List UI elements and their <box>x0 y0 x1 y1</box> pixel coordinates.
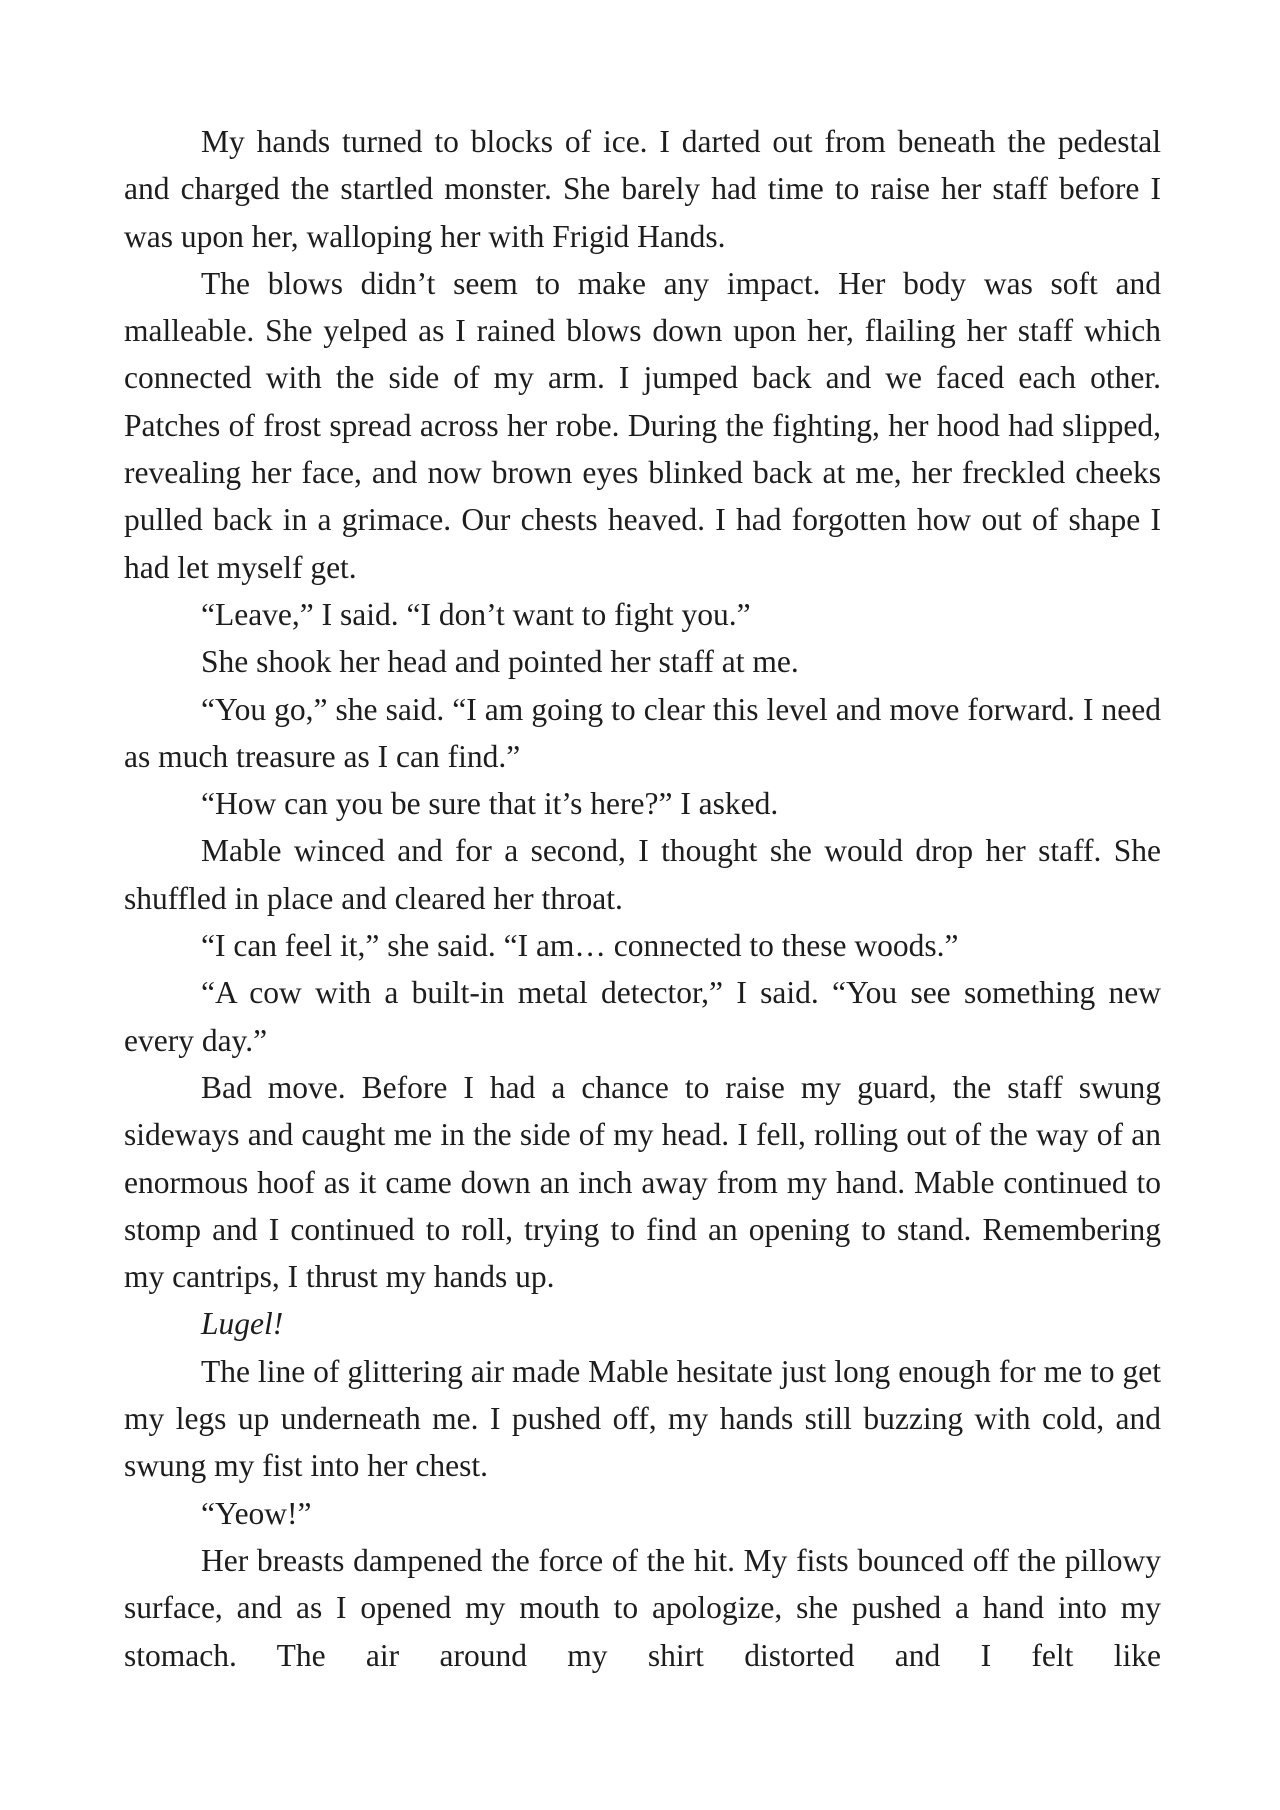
dialogue-paragraph: “How can you be sure that it’s here?” I asked. <box>201 786 779 822</box>
paragraph: The blows didn’t seem to make any impact. Her body was soft and malleable. She yelped as I rained blows down upon her, flailing her staff which connected with the side of my arm. I jumped back and we faced each other. Patches of frost spread across her robe. During the fighting, her hood had slipped, revealing her face, and now brown eyes blinked back at me, her freckled cheeks pulled back in a grimace. Our chests heaved. I had forgotten how out of shape I had let myself get. <box>124 265 1161 585</box>
book-page <box>124 118 1161 1679</box>
dialogue-paragraph: “I can feel it,” she said. “I am… connected to these woods.” <box>201 928 959 964</box>
dialogue-paragraph: “Yeow!” <box>201 1495 312 1531</box>
paragraph: Bad move. Before I had a chance to raise my guard, the staff swung sideways and caught me in the side of my head. I fell, rolling out of the way of an enormous hoof as it came down an inch away from my hand. Mable continued to stomp and I continued to roll, trying to find an opening to stand. Remembering my cantrips, I thrust my hands up. <box>124 1069 1161 1295</box>
dialogue-paragraph: “Leave,” I said. “I don’t want to fight you.” <box>201 596 751 632</box>
spell-incantation: Lugel! <box>201 1306 284 1342</box>
paragraph: Mable winced and for a second, I thought she would drop her staff. She shuffled in place and cleared her throat. <box>124 833 1161 916</box>
dialogue-paragraph: “You go,” she said. “I am going to clear this level and move forward. I need as much treasure as I can find.” <box>124 691 1161 774</box>
paragraph: The line of glittering air made Mable hesitate just long enough for me to get my legs up underneath me. I pushed off, my hands still buzzing with cold, and swung my fist into her chest. <box>124 1353 1161 1484</box>
paragraph: She shook her head and pointed her staff at me. <box>201 644 799 680</box>
paragraph: My hands turned to blocks of ice. I darted out from beneath the pedestal and charged the startled monster. She barely had time to raise her staff before I was upon her, walloping her with Frigid Hands. <box>124 124 1161 254</box>
paragraph-continued: Her breasts dampened the force of the hit. My fists bounced off the pillowy surface, and as I opened my mouth to apologize, she pushed a hand into my stomach. The air around my shirt distorted and I felt like <box>124 1542 1161 1673</box>
dialogue-paragraph: “A cow with a built-in metal detector,” I said. “You see something new every day.” <box>124 975 1161 1058</box>
